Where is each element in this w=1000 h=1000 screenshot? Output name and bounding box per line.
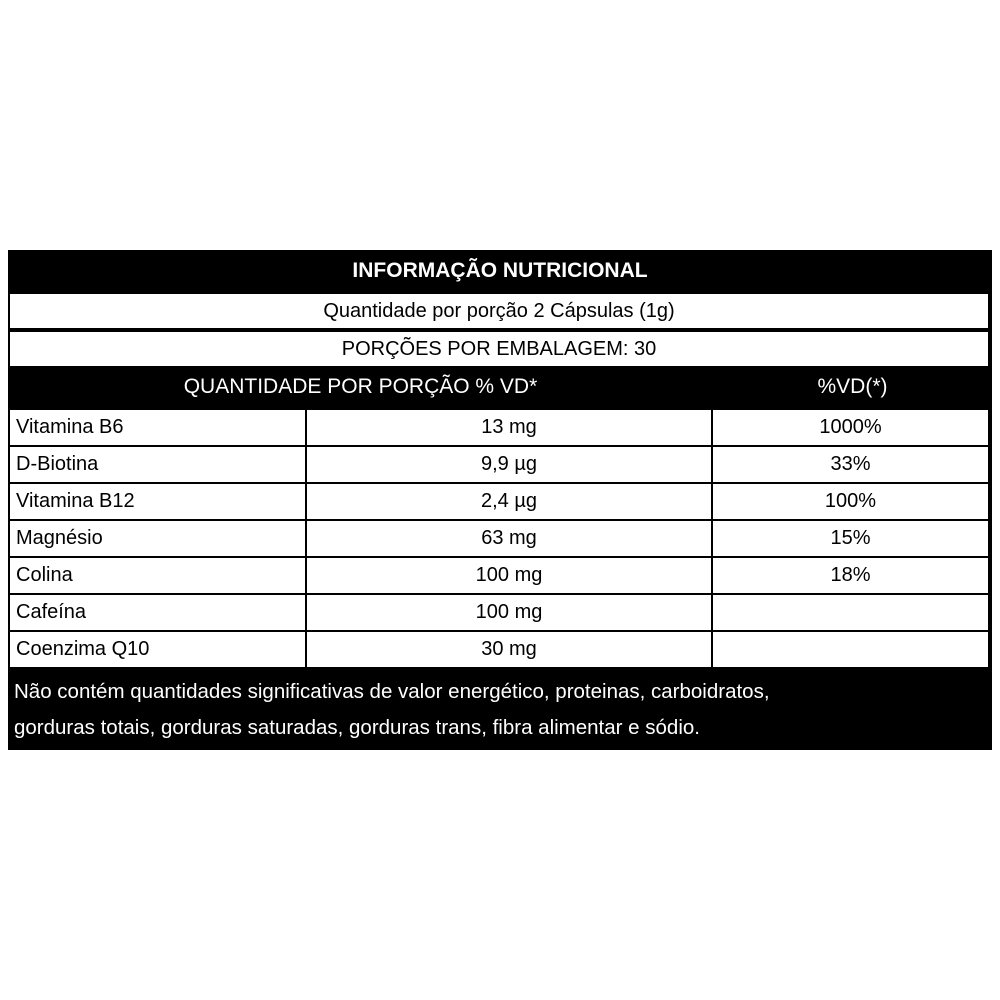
- nutrient-name-cell: Magnésio: [10, 521, 305, 556]
- nutrient-name-cell: Vitamina B6: [10, 410, 305, 445]
- amount-cell: 30 mg: [307, 632, 711, 667]
- amount-cell: 100 mg: [307, 595, 711, 630]
- footer-line-1: Não contém quantidades significativas de valor energético, proteinas, carboidratos,: [14, 680, 770, 703]
- dv-cell: 33%: [713, 447, 988, 482]
- amount-cell: 9,9 µg: [307, 447, 711, 482]
- servings-per-package-row: PORÇÕES POR EMBALAGEM: 30: [10, 332, 988, 366]
- table-title: INFORMAÇÃO NUTRICIONAL: [352, 259, 648, 282]
- serving-size-row: Quantidade por porção 2 Cápsulas (1g): [10, 294, 988, 328]
- column-header-row: [8, 368, 992, 406]
- nutrient-name-cell: Vitamina B12: [10, 484, 305, 519]
- dv-cell: [713, 595, 988, 630]
- dv-cell: [713, 632, 988, 667]
- dv-cell: 100%: [713, 484, 988, 519]
- dv-cell: 15%: [713, 521, 988, 556]
- amount-cell: 2,4 µg: [307, 484, 711, 519]
- dv-column-header: %VD(*): [817, 375, 888, 398]
- dv-cell: 1000%: [713, 410, 988, 445]
- amount-cell: 63 mg: [307, 521, 711, 556]
- nutrient-name-cell: Coenzima Q10: [10, 632, 305, 667]
- amount-cell: 100 mg: [307, 558, 711, 593]
- dv-cell: 18%: [713, 558, 988, 593]
- footer-note: [8, 670, 992, 750]
- amount-cell: 13 mg: [307, 410, 711, 445]
- nutrient-name-cell: Colina: [10, 558, 305, 593]
- nutrient-name-cell: D-Biotina: [10, 447, 305, 482]
- nutrition-facts-panel: [8, 250, 992, 750]
- footer-line-2: gorduras totais, gorduras saturadas, gorduras trans, fibra alimentar e sódio.: [14, 716, 700, 739]
- quantity-column-header: QUANTIDADE POR PORÇÃO % VD*: [183, 375, 538, 398]
- nutrient-grid: [10, 408, 988, 668]
- nutrient-name-cell: Cafeína: [10, 595, 305, 630]
